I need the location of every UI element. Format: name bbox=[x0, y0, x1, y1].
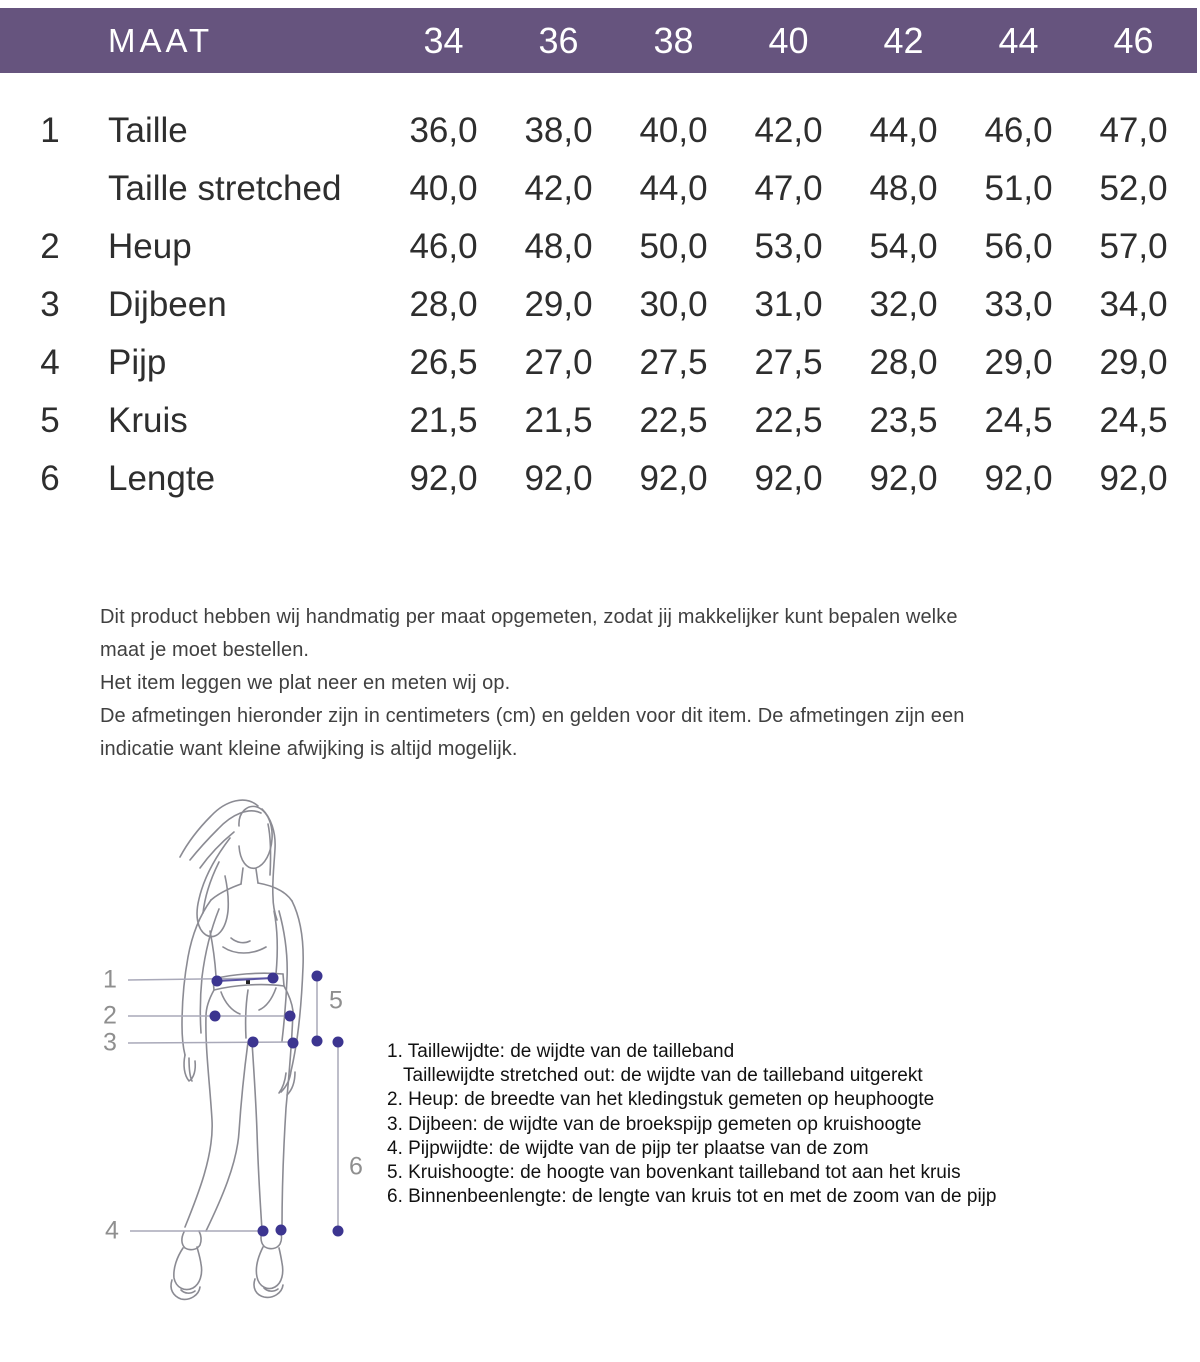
cell-value: 40,0 bbox=[639, 111, 708, 150]
size-column-header: 42 bbox=[883, 19, 924, 61]
row-number: 6 bbox=[40, 459, 60, 498]
legend-item: 3. Dijbeen: de wijdte van de broekspijp gemeten op kruishoogte bbox=[387, 1113, 922, 1135]
row-dijbeen bbox=[0, 276, 1197, 334]
legend-item: Taillewijdte stretched out: de wijdte van de tailleband uitgerekt bbox=[403, 1065, 923, 1087]
figure-marker-6: 6 bbox=[349, 1152, 363, 1181]
cell-value: 31,0 bbox=[754, 285, 823, 324]
cell-value: 27,5 bbox=[639, 343, 708, 382]
intro-paragraph: Het item leggen we plat neer en meten wij op. bbox=[100, 672, 511, 694]
row-label: Lengte bbox=[108, 459, 216, 498]
cell-value: 50,0 bbox=[639, 227, 708, 266]
cell-value: 92,0 bbox=[1099, 459, 1168, 498]
row-lengte bbox=[0, 450, 1197, 508]
waistband-button bbox=[246, 980, 250, 984]
row-taille bbox=[0, 102, 1197, 160]
row-label: Heup bbox=[108, 227, 192, 266]
cell-value: 42,0 bbox=[524, 169, 593, 208]
size-table-body bbox=[0, 102, 1197, 508]
cell-value: 92,0 bbox=[754, 459, 823, 498]
row-number: 4 bbox=[40, 343, 60, 382]
figure-sketch bbox=[171, 800, 303, 1299]
cell-value: 29,0 bbox=[1099, 343, 1168, 382]
cell-value: 28,0 bbox=[409, 285, 478, 324]
measurement-figure-illustration bbox=[80, 780, 400, 1362]
size-column-header: 40 bbox=[768, 19, 809, 61]
cell-value: 21,5 bbox=[409, 401, 478, 440]
cell-value: 32,0 bbox=[869, 285, 938, 324]
cell-value: 44,0 bbox=[639, 169, 708, 208]
row-heup bbox=[0, 218, 1197, 276]
legend-item: 1. Taillewijdte: de wijdte van de tailleband bbox=[387, 1041, 735, 1062]
cell-value: 57,0 bbox=[1099, 227, 1168, 266]
cell-value: 46,0 bbox=[984, 111, 1053, 150]
legend-item: 6. Binnenbeenlengte: de lengte van kruis tot en met de zoom van de pijp bbox=[387, 1186, 997, 1208]
cell-value: 92,0 bbox=[639, 459, 708, 498]
cell-value: 36,0 bbox=[409, 111, 478, 150]
cell-value: 30,0 bbox=[639, 285, 708, 324]
cell-value: 29,0 bbox=[984, 343, 1053, 382]
size-column-header: 44 bbox=[998, 19, 1039, 61]
cell-value: 48,0 bbox=[524, 227, 593, 266]
cell-value: 56,0 bbox=[984, 227, 1053, 266]
cell-value: 22,5 bbox=[639, 401, 708, 440]
size-table-header bbox=[0, 8, 1197, 73]
cell-value: 51,0 bbox=[984, 169, 1053, 208]
cell-value: 24,5 bbox=[1099, 401, 1168, 440]
legend-item: 5. Kruishoogte: de hoogte van bovenkant tailleband tot aan het kruis bbox=[387, 1162, 961, 1184]
row-number: 5 bbox=[40, 401, 60, 440]
size-column-header: 36 bbox=[538, 19, 579, 61]
figure-marker-5: 5 bbox=[329, 986, 343, 1015]
header-maat-label: MAAT bbox=[108, 21, 214, 59]
cell-value: 29,0 bbox=[524, 285, 593, 324]
intro-paragraph: Dit product hebben wij handmatig per maat opgemeten, zodat jij makkelijker kunt bepalen welke maat je moet bestellen. bbox=[100, 606, 958, 661]
intro-paragraph: De afmetingen hieronder zijn in centimeters (cm) en gelden voor dit item. De afmetingen zijn een indicatie want kleine afwijking is altijd mogelijk. bbox=[100, 705, 965, 760]
cell-value: 27,5 bbox=[754, 343, 823, 382]
cell-value: 92,0 bbox=[524, 459, 593, 498]
cell-value: 27,0 bbox=[524, 343, 593, 382]
row-taille-stretched bbox=[0, 160, 1197, 218]
row-kruis bbox=[0, 392, 1197, 450]
figure-marker-1: 1 bbox=[103, 965, 117, 994]
row-label: Taille stretched bbox=[108, 169, 342, 208]
size-column-header: 46 bbox=[1113, 19, 1154, 61]
row-label: Pijp bbox=[108, 343, 167, 382]
cell-value: 23,5 bbox=[869, 401, 938, 440]
cell-value: 21,5 bbox=[524, 401, 593, 440]
legend-item: 2. Heup: de breedte van het kledingstuk gemeten op heuphoogte bbox=[387, 1089, 935, 1111]
cell-value: 40,0 bbox=[409, 169, 478, 208]
measurement-annotations bbox=[128, 971, 344, 1237]
measure-dots bbox=[210, 971, 344, 1237]
cell-value: 44,0 bbox=[869, 111, 938, 150]
measurement-intro-text bbox=[100, 601, 975, 766]
cell-value: 48,0 bbox=[869, 169, 938, 208]
figure-marker-4: 4 bbox=[105, 1216, 119, 1245]
cell-value: 47,0 bbox=[1099, 111, 1168, 150]
cell-value: 46,0 bbox=[409, 227, 478, 266]
cell-value: 33,0 bbox=[984, 285, 1053, 324]
figure-marker-2: 2 bbox=[103, 1001, 117, 1030]
cell-value: 24,5 bbox=[984, 401, 1053, 440]
legend-item: 4. Pijpwijdte: de wijdte van de pijp ter plaatse van de zom bbox=[387, 1137, 869, 1159]
cell-value: 92,0 bbox=[869, 459, 938, 498]
cell-value: 54,0 bbox=[869, 227, 938, 266]
cell-value: 42,0 bbox=[754, 111, 823, 150]
cell-value: 52,0 bbox=[1099, 169, 1168, 208]
cell-value: 38,0 bbox=[524, 111, 593, 150]
measurement-legend bbox=[387, 1040, 1087, 1209]
row-label: Dijbeen bbox=[108, 285, 227, 324]
cell-value: 34,0 bbox=[1099, 285, 1168, 324]
cell-value: 92,0 bbox=[409, 459, 478, 498]
size-column-header: 34 bbox=[423, 19, 464, 61]
cell-value: 28,0 bbox=[869, 343, 938, 382]
cell-value: 26,5 bbox=[409, 343, 478, 382]
row-pijp bbox=[0, 334, 1197, 392]
cell-value: 22,5 bbox=[754, 401, 823, 440]
cell-value: 53,0 bbox=[754, 227, 823, 266]
row-label: Taille bbox=[108, 111, 188, 150]
row-number: 1 bbox=[40, 111, 60, 150]
row-number: 2 bbox=[40, 227, 60, 266]
cell-value: 92,0 bbox=[984, 459, 1053, 498]
figure-marker-3: 3 bbox=[103, 1028, 117, 1057]
annotation-line-3 bbox=[128, 1042, 294, 1043]
row-number: 3 bbox=[40, 285, 60, 324]
size-column-header: 38 bbox=[653, 19, 694, 61]
row-label: Kruis bbox=[108, 401, 188, 440]
cell-value: 47,0 bbox=[754, 169, 823, 208]
